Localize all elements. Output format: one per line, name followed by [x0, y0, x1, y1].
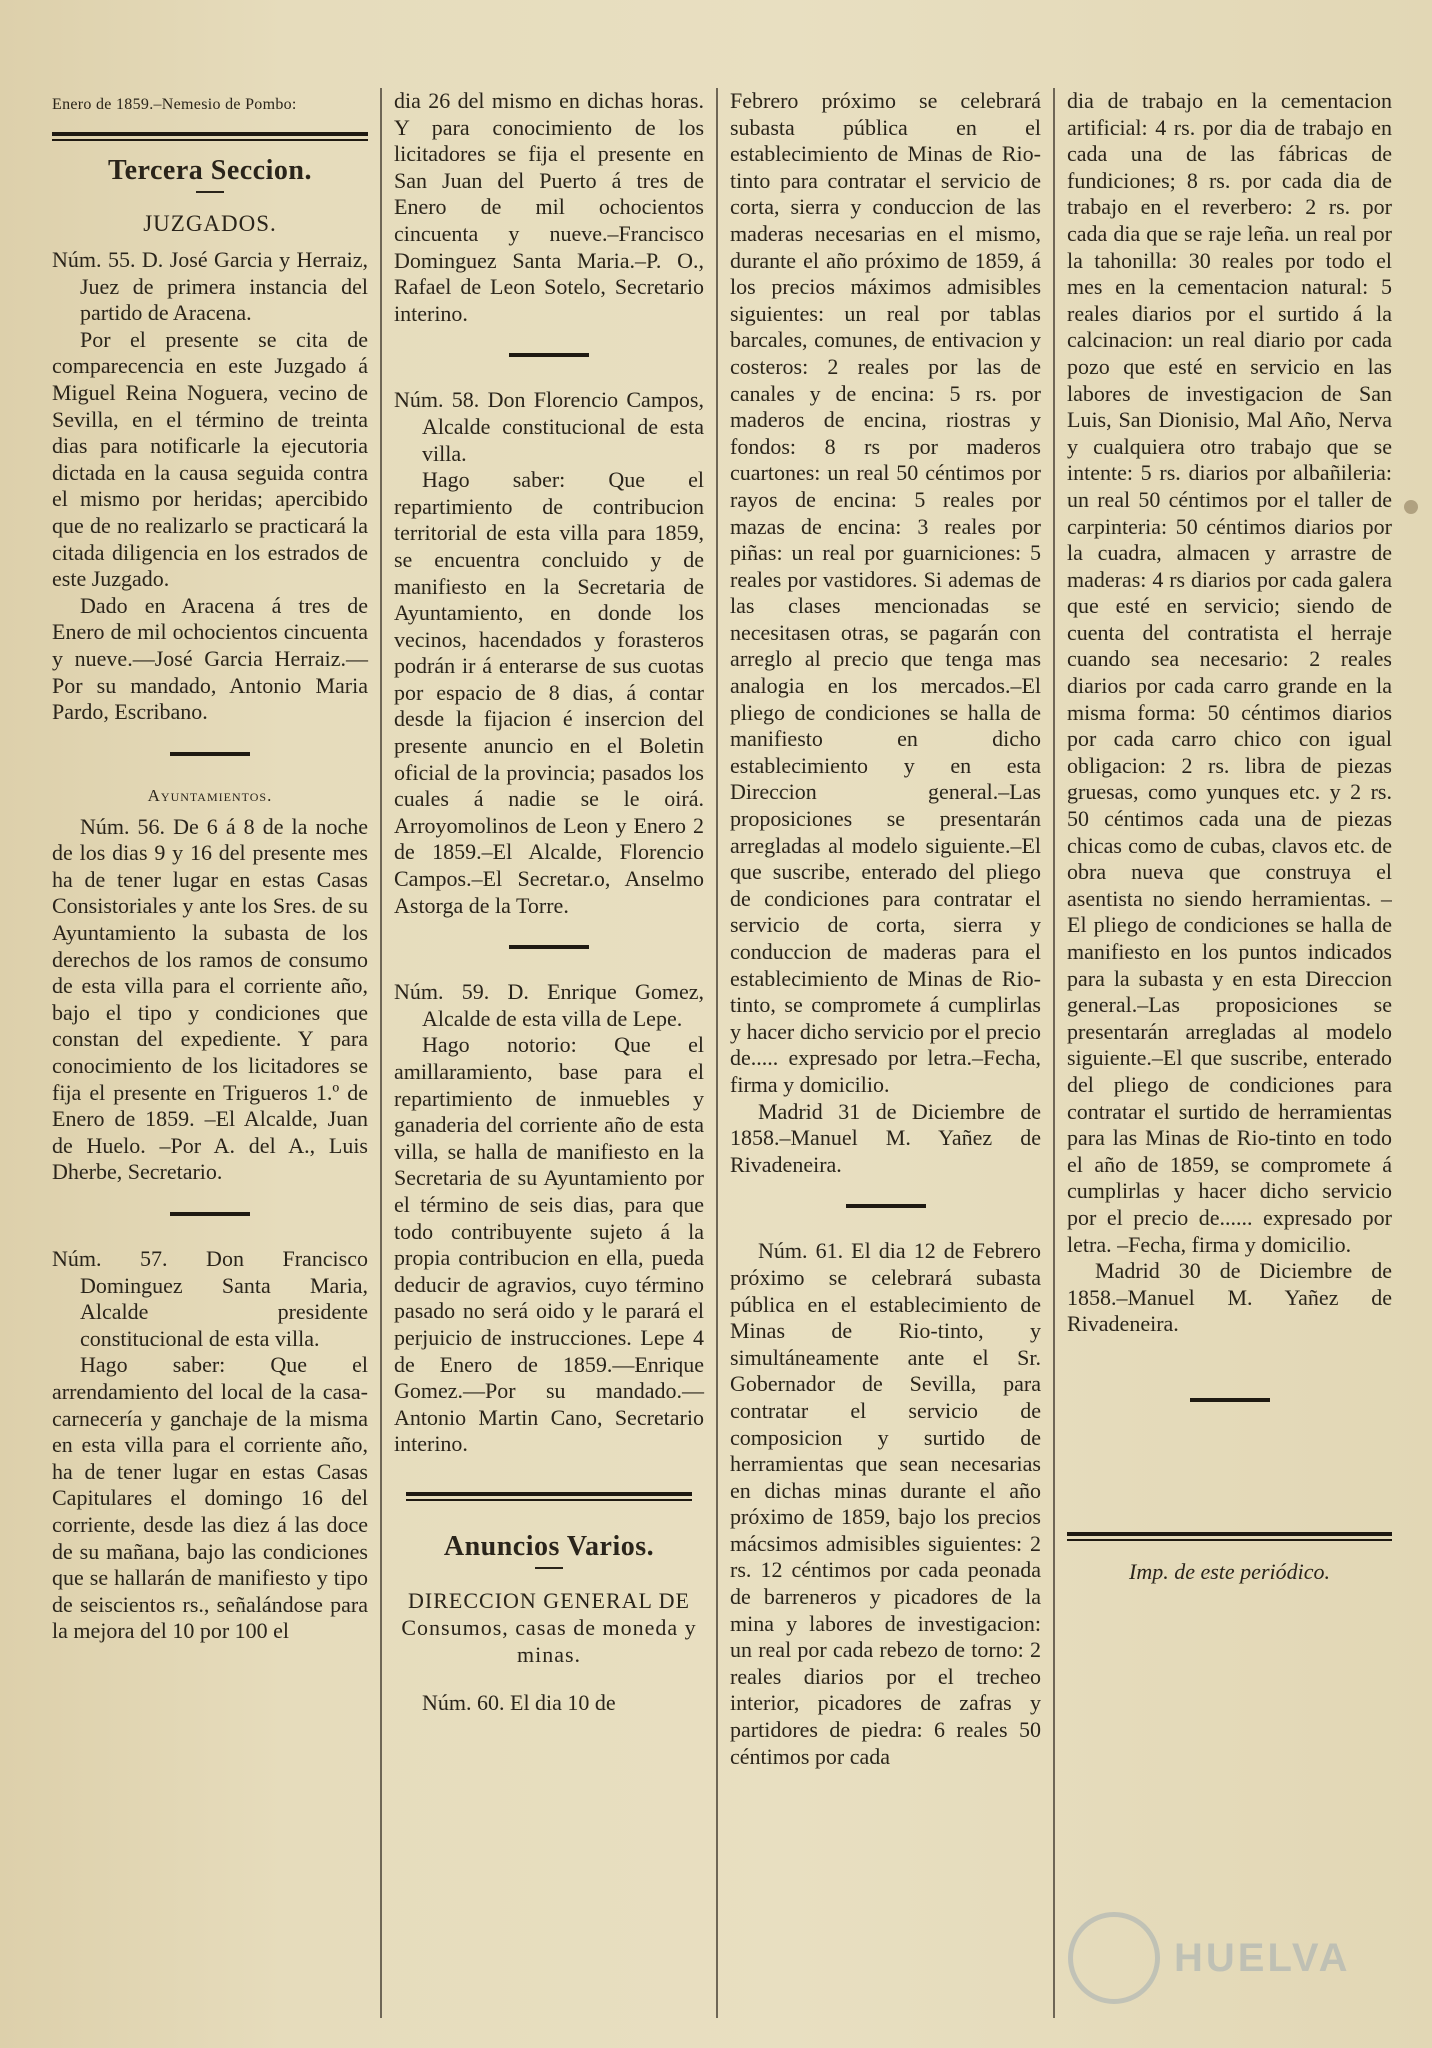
notice-55-title: Núm. 55. D. José Garcia y Herraiz, Juez de primera instancia del partido de Aracena. — [52, 247, 368, 326]
column-4 — [1053, 88, 1392, 2018]
direccion-heading: DIRECCION GENERAL DE Consumos, casas de moneda y minas. — [401, 1587, 697, 1667]
header-double-rule — [52, 132, 368, 141]
separator-rule — [846, 1204, 926, 1208]
separator-rule — [1190, 1398, 1270, 1402]
notice-55-body: Por el presente se cita de comparecencia en este Juzgado á Miguel Reina Noguera, vecino de Sevilla, en el término de treinta dias para notificarle la ejecutoria dictada en la causa seguida contra el mismo por heridas; apercibido que de no realizarlo se practicará la citada diligencia en los estrados de este Juzgado. — [52, 326, 368, 592]
notice-57-body-part1: Hago saber: Que el arrendamiento del local de la casa-carnecería y ganchaje de la misma en esta villa para el corriente año, ha de tener lugar en estas Casas Capitulares el domingo 16 del corriente, desde las diez á las doce de su mañana, bajo las condiciones que se hallarán de manifiesto y tipo de seiscientos rs., señalándose para la mejora del 10 por 100 el — [52, 1352, 368, 1644]
anuncios-rule — [535, 1567, 563, 1569]
title-rule — [196, 191, 224, 193]
section-title: Tercera Seccion. — [108, 155, 312, 186]
imprint: Imp. de este periódico. — [1129, 1558, 1330, 1584]
ayuntamientos-heading: Ayuntamientos. — [147, 785, 273, 805]
separator-rule — [170, 752, 250, 756]
page-header: Enero de 1859.–Nemesio de Pombo: — [52, 96, 297, 113]
anuncios-heading: Anuncios Varios. — [443, 1530, 655, 1562]
notice-57-title: Núm. 57. Don Francisco Dominguez Santa Maria, Alcalde presidente constitucional de esta villa. — [52, 1246, 368, 1351]
notice-61-signature: Madrid 30 de Diciembre de 1858.–Manuel M. Yañez de Rivadeneira. — [1067, 1258, 1392, 1337]
separator-rule — [170, 1212, 250, 1216]
anuncios-double-rule — [406, 1492, 691, 1501]
notice-61-body-part2: dia de trabajo en la cementacion artificial: 4 rs. por dia de trabajo en cada una de las fábricas de fundiciones; 8 rs. por cada dia de trabajo en el reverbero: 2 rs. por cada dia que se raje leña. un real por la tahonilla: 30 reales por todo el mes en la cementacion natural: 5 reales diarios por el surtido á la calcinacion: un real diario por cada pozo que esté en servicio en las labores de investigacion de San Luis, San Dionisio, Mal Año, Nerva y cualquiera otro trabajo que se intente: 5 rs. diarios por albañileria: un real 50 céntimos por el taller de carpinteria: 50 céntimos diarios por la cuadra, almacen y arrastre de maderas: 4 rs diarios por cada galera que esté en servicio; siendo de cuenta del contratista el herraje cuando sea necesario: 2 reales diarios por cada carro grande en la misma forma: 50 céntimos diarios por cada carro chico con igual obligacion: 2 rs. libra de piezas gruesas, como yunques etc. y 2 rs. 50 céntimos cada una de piezas chicas como de cubas, clavos etc. de obra nueva que construya el asentista no siendo herramientas. –El pliego de condiciones se halla de manifiesto en los puntos indicados para la subasta y en esta Direccion general.–Las proposiciones se presentarán arregladas al modelo siguiente.–El que suscribe, enterado del pliego de condiciones para contratar el surtido de herramientas para las Minas de Rio-tinto en todo el año de 1859, se compromete á cumplirlas y hacer dicho servicio por el precio de...... expresado por letra. –Fecha, firma y domicilio. — [1067, 88, 1392, 1257]
notice-60-signature: Madrid 31 de Diciembre de 1858.–Manuel M. Yañez de Rivadeneira. — [730, 1098, 1041, 1177]
notice-59-body: Hago notorio: Que el amillaramiento, base para el repartimiento de inmuebles y ganaderia del corriente año de esta villa, se halla de manifiesto en la Secretaria de su Ayuntamiento por el término de seis dias, para que todo contribuyente sujeto á la propia contribucion en ella, pueda deducir de agravios, cuyo término pasado no será oido y le parará el perjuicio de instrucciones. Lepe 4 de Enero de 1859.—Enrique Gomez.—Por su mandado.—Antonio Martin Cano, Secretario interino. — [394, 1032, 704, 1457]
columns — [52, 88, 1392, 2018]
column-2 — [380, 88, 716, 2018]
notice-59-title: Núm. 59. D. Enrique Gomez, Alcalde de esta villa de Lepe. — [394, 979, 704, 1031]
column-1 — [52, 88, 380, 2018]
column-3 — [716, 88, 1053, 2018]
notice-57-body-part2: dia 26 del mismo en dichas horas. Y para conocimiento de los licitadores se fija el presente en San Juan del Puerto á tres de Enero de mil ochocientos cincuenta y nueve.–Francisco Dominguez Santa Maria.–P. O., Rafael de Leon Sotelo, Secretario interino. — [394, 88, 704, 326]
notice-60-body: Febrero próximo se celebrará subasta pública en el establecimiento de Minas de Rio-tinto para contratar el servicio de corta, sierra y conduccion de las maderas necesarias en el mismo, durante el año próximo de 1859, á los precios máximos admisibles siguientes: un real por tablas barcales, comunes, de entivacion y costeros: 2 reales por las de canales y de encina: 5 rs. por maderos de encina, riostras y fondos: 8 rs por maderos cuartones: un real 50 céntimos por rayos de encina: 5 reales por mazas de encina: 3 reales por piñas: un real por guarniciones: 5 reales por vastidores. Si ademas de las clases mencionadas se necesitasen otras, se pagarán con arreglo al precio que tenga mas analogia en los mercados.–El pliego de condiciones se halla de manifiesto en dicho establecimiento y en esta Direccion general.–Las proposiciones se presentarán arregladas al modelo siguiente.–El que suscribe, enterado del pliego de condiciones para contratar el servicio de corta, sierra y conduccion de maderas para el establecimiento de Minas de Rio-tinto, se compromete á cumplirlas y hacer dicho servicio por el precio de..... expresado por letra.–Fecha, firma y domicilio. — [730, 88, 1041, 1097]
notice-60-opening: Núm. 60. El dia 10 de — [422, 1689, 616, 1715]
separator-rule — [509, 945, 589, 949]
notice-58-title: Núm. 58. Don Florencio Campos, Alcalde constitucional de esta villa. — [394, 387, 704, 466]
separator-rule — [509, 353, 589, 357]
juzgados-heading: JUZGADOS. — [143, 211, 277, 236]
imprint-double-rule — [1067, 1532, 1392, 1541]
notice-56-body: Núm. 56. De 6 á 8 de la noche de los dias 9 y 16 del presente mes ha de tener lugar en estas Casas Consistoriales y ante los Sres. de su Ayuntamiento la subasta de los derechos de los ramos de consumo de esta villa para el corriente año, bajo el tipo y condiciones que constan del expediente. Y para conocimiento de los licitadores se fija el presente en Trigueros 1.º de Enero de 1859. –El Alcalde, Juan de Huelo. –Por A. del A., Luis Dherbe, Secretario. — [52, 813, 368, 1185]
watermark-text: HUELVA — [1174, 1935, 1351, 1980]
notice-55-signature: Dado en Aracena á tres de Enero de mil ochocientos cincuenta y nueve.—José Garcia Herraiz.—Por su mandado, Antonio Maria Pardo, Escribano. — [52, 592, 368, 725]
notice-61-body-part1: Núm. 61. El dia 12 de Febrero próximo se celebrará subasta pública en el establecimiento de Minas de Rio-tinto, y simultáneamente ante el Sr. Gobernador de Sevilla, para contratar el servicio de composicion y surtido de herramientas que sean necesarias en dichas minas durante el año próximo de 1859, bajo los precios mácsimos admisibles siguientes: 2 rs. 12 céntimos por cada peonada de barreneros y picadores de la mina y labores de investigacion: un real por cada rebezo de torno: 2 reales diarios por el trecheo interior, picadores de zafras y partidores de piedra: 6 reales 50 céntimos por cada — [730, 1238, 1041, 1769]
notice-58-body: Hago saber: Que el repartimiento de contribucion territorial de esta villa para 1859, se encuentra concluido y de manifiesto en la Secretaria de Ayuntamiento, en donde los vecinos, hacendados y forasteros podrán ir á enterarse de sus cuotas por espacio de 8 dias, á contar desde la fijacion é insercion del presente anuncio en el Boletin oficial de la provincia; pasados los cuales á nadie se le oirá. Arroyomolinos de Leon y Enero 2 de 1859.–El Alcalde, Florencio Campos.–El Secretar.o, Anselmo Astorga de la Torre. — [394, 467, 704, 918]
ink-spot — [1404, 500, 1418, 514]
